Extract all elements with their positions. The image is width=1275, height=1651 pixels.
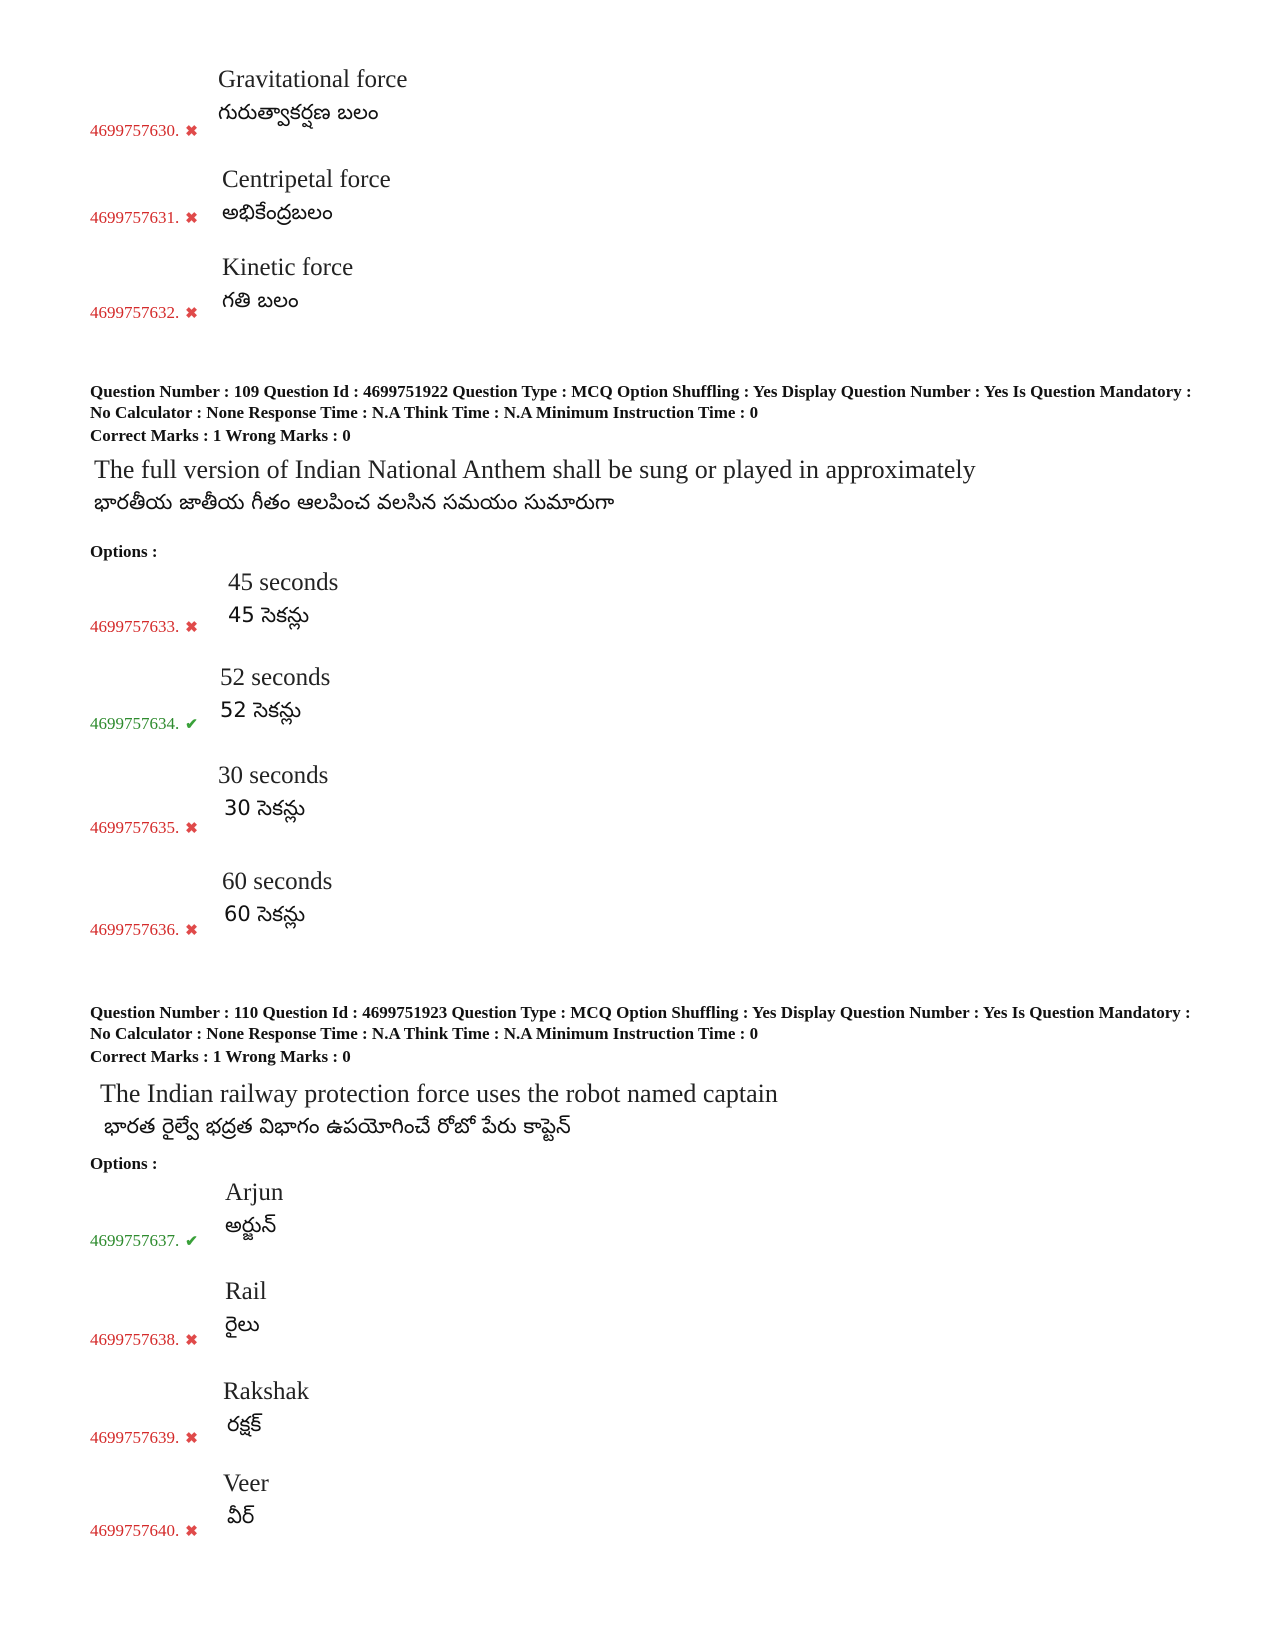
option-text-en: Kinetic force [222, 254, 354, 281]
option-text-te: రైలు [225, 1312, 260, 1336]
option-text-en: Centripetal force [222, 166, 391, 193]
correct-check-icon: ✔ [185, 717, 198, 733]
wrong-mark-icon: ✖ [185, 1333, 198, 1349]
option-id: 4699757636. ✖ [90, 920, 198, 939]
question-110-meta: Question Number : 110 Question Id : 4699751923 Question Type : MCQ Option Shuffling : Yes Display Question Number : Yes Is Question Mandatory : No Calculator : None Response Time : N.A Think Time : N.A Minimum Instruction Time : 0 [90, 1003, 1191, 1043]
wrong-mark-icon: ✖ [185, 821, 198, 837]
option-id: 4699757635. ✖ [90, 818, 198, 837]
option-text-te: గురుత్వాకర్షణ బలం [218, 100, 379, 124]
option-id: 4699757634. ✔ [90, 714, 198, 733]
option-text-en: 60 seconds [222, 868, 333, 895]
wrong-mark-icon: ✖ [185, 306, 198, 322]
question-109-text-te: భారతీయ జాతీయ గీతం ఆలపించ వలసిన సమయం సుమారుగా [94, 490, 615, 514]
option-id: 4699757632. ✖ [90, 303, 198, 322]
wrong-mark-icon: ✖ [185, 1524, 198, 1540]
option-id: 4699757637. ✔ [90, 1231, 198, 1250]
question-109-text-en: The full version of Indian National Anthem shall be sung or played in approximately [94, 455, 976, 484]
question-110-text-en: The Indian railway protection force uses the robot named captain [100, 1079, 778, 1108]
option-text-en: 45 seconds [228, 569, 339, 596]
option-id: 4699757639. ✖ [90, 1428, 198, 1447]
option-text-te: అభికేంద్రబలం [222, 200, 333, 224]
options-label: Options : [90, 542, 158, 561]
option-text-en: Gravitational force [218, 66, 408, 93]
question-109-marks: Correct Marks : 1 Wrong Marks : 0 [90, 426, 351, 445]
question-110-marks: Correct Marks : 1 Wrong Marks : 0 [90, 1047, 351, 1066]
option-text-en: 30 seconds [218, 762, 329, 789]
question-110-text-te: భారత రైల్వే భద్రత విభాగం ఉపయోగించే రోబో పేరు కాప్టెన్ [104, 1114, 571, 1138]
option-text-te: 45 సెకన్లు [228, 603, 310, 627]
option-id: 4699757638. ✖ [90, 1330, 198, 1349]
options-label: Options : [90, 1154, 158, 1173]
option-id: 4699757640. ✖ [90, 1521, 198, 1540]
wrong-mark-icon: ✖ [185, 620, 198, 636]
option-text-en: Arjun [225, 1179, 284, 1206]
wrong-mark-icon: ✖ [185, 211, 198, 227]
option-text-te: అర్జున్ [225, 1213, 277, 1237]
correct-check-icon: ✔ [185, 1234, 198, 1250]
option-text-te: 60 సెకన్లు [224, 902, 306, 926]
wrong-mark-icon: ✖ [185, 923, 198, 939]
option-id: 4699757631. ✖ [90, 208, 198, 227]
question-109-meta: Question Number : 109 Question Id : 4699751922 Question Type : MCQ Option Shuffling : Yes Display Question Number : Yes Is Question Mandatory : No Calculator : None Response Time : N.A Think Time : N.A Minimum Instruction Time : 0 [90, 382, 1192, 422]
option-text-te: 52 సెకన్లు [220, 698, 302, 722]
option-text-en: Veer [223, 1470, 269, 1497]
option-text-te: గతి బలం [222, 288, 299, 312]
option-text-te: 30 సెకన్లు [224, 796, 306, 820]
option-id: 4699757630. ✖ [90, 121, 198, 140]
option-text-en: Rail [225, 1278, 267, 1305]
option-text-te: రక్షక్ [227, 1412, 262, 1436]
option-text-te: వీర్ [227, 1504, 255, 1528]
option-text-en: Rakshak [223, 1378, 310, 1405]
option-text-en: 52 seconds [220, 664, 331, 691]
wrong-mark-icon: ✖ [185, 124, 198, 140]
option-id: 4699757633. ✖ [90, 617, 198, 636]
wrong-mark-icon: ✖ [185, 1431, 198, 1447]
